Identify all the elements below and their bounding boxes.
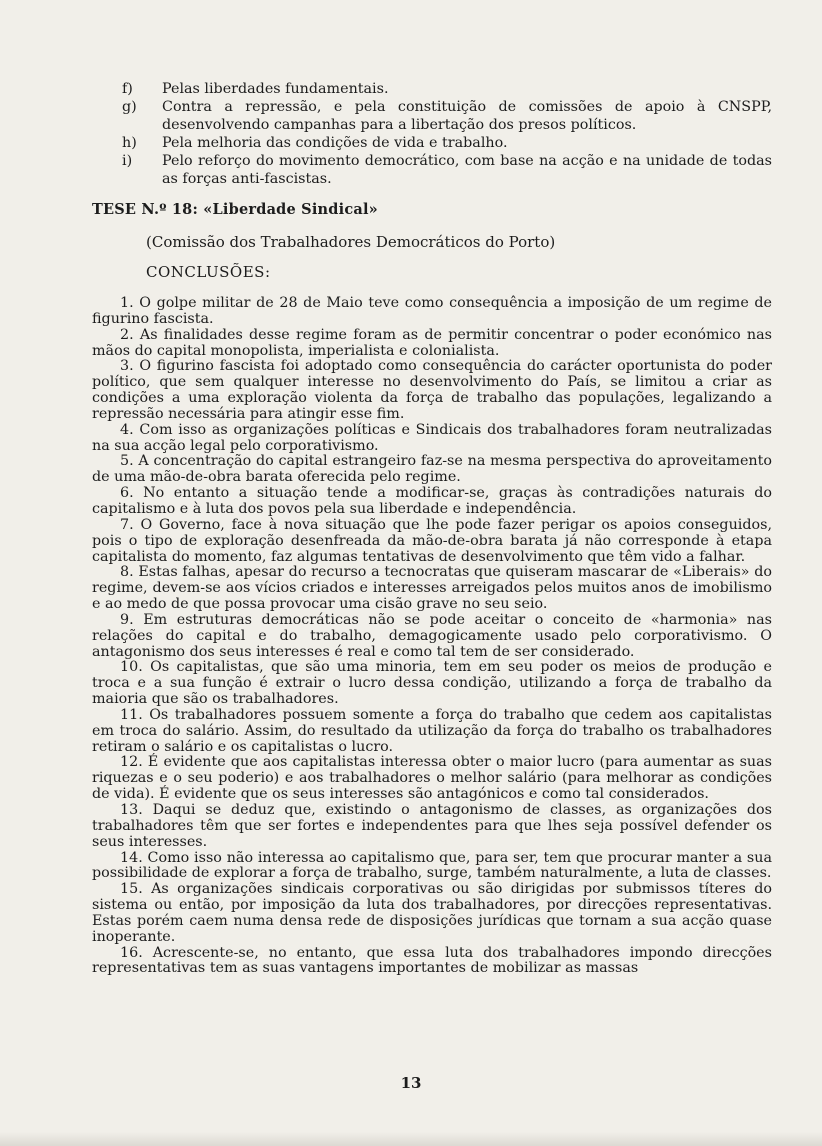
conclusion-paragraph: 12. É evidente que aos capitalistas interessa obter o maior lucro (para aumentar as suas riquezas e o seu poderio) e aos trabalhadores o melhor salário (para melhorar as condições de vida). É evidente que os seus interesses são antagónicos e como tal considerados.: [92, 754, 772, 803]
scan-edge-shadow: [0, 1132, 822, 1146]
list-item-letter: g): [122, 99, 137, 115]
conclusion-paragraph: 10. Os capitalistas, que são uma minoria, tem em seu poder os meios de produção e troca e a sua função é extrair o lucro dessa condição, utilizando a força de trabalho da maioria que são os trabalhadores.: [92, 659, 772, 708]
list-item-letter: i): [122, 153, 133, 169]
thesis-subtitle: (Comissão dos Trabalhadores Democráticos do Porto): [146, 233, 556, 251]
list-item: [122, 134, 772, 152]
list-item-text: Contra a repressão, e pela constituição de comissões de apoio à CNSPP, desenvolvendo campanhas para a libertação dos presos políticos.: [162, 99, 772, 133]
conclusion-paragraph: 2. As finalidades desse regime foram as de permitir concentrar o poder económico nas mãos do capital monopolista, imperialista e colonialista.: [92, 326, 772, 359]
conclusion-paragraph: 15. As organizações sindicais corporativas ou são dirigidas por submissos títeres do sistema ou então, por imposição da luta dos trabalhadores, por direcções representativas. Estas porém caem numa densa rede de disposições jurídicas que tornam a sua acção quase inoperante.: [92, 881, 772, 945]
conclusion-paragraph: 5. A concentração do capital estrangeiro faz-se na mesma perspectiva do aproveitamento de uma mão-de-obra barata oferecida pelo regime.: [92, 453, 772, 486]
conclusion-paragraph: 1. O golpe militar de 28 de Maio teve como consequência a imposição de um regime de figurino fascista.: [92, 295, 772, 327]
list-item-letter: h): [122, 135, 137, 151]
conclusions-body: [92, 296, 772, 977]
list-item-text: Pela melhoria das condições de vida e trabalho.: [162, 135, 508, 151]
conclusions-heading: CONCLUSÕES:: [146, 263, 271, 281]
conclusion-paragraph: 6. No entanto a situação tende a modificar-se, graças às contradições naturais do capitalismo e à luta dos povos pela sua liberdade e independência.: [92, 485, 772, 517]
conclusion-paragraph: 16. Acrescente-se, no entanto, que essa luta dos trabalhadores impondo direcções representativas tem as suas vantagens importantes de mobilizar as massas: [92, 944, 772, 977]
thesis-title: TESE N.º 18: «Liberdade Sindical»: [92, 201, 378, 218]
conclusion-paragraph: 14. Como isso não interessa ao capitalismo que, para ser, tem que procurar manter a sua possibilidade de explorar a força de trabalho, surge, também naturalmente, a luta de classes.: [92, 849, 772, 882]
page-number: 13: [400, 1074, 422, 1092]
conclusion-paragraph: 3. O figurino fascista foi adoptado como consequência do carácter oportunista do poder político, que sem qualquer interesse no desenvolvimento do País, se limitou a criar as condições a uma exploração violenta da força de trabalho das populações, legalizando a repressão necessária para atingir esse fim.: [92, 358, 772, 422]
conclusion-paragraph: 4. Com isso as organizações políticas e Sindicais dos trabalhadores foram neutralizadas na sua acção legal pelo corporativismo.: [92, 421, 772, 454]
list-item: [122, 98, 772, 134]
list-item: [122, 152, 772, 188]
conclusion-paragraph: 8. Estas falhas, apesar do recurso a tecnocratas que quiseram mascarar de «Liberais» do regime, devem-se aos vícios criados e interesses arreigados pelos muitos anos de imobilismo e ao medo de que possa provocar uma cisão grave no seu seio.: [92, 564, 772, 613]
demands-list: [122, 80, 772, 188]
list-item-text: Pelas liberdades fundamentais.: [162, 81, 389, 97]
conclusion-paragraph: 9. Em estruturas democráticas não se pode aceitar o conceito de «harmonia» nas relações do capital e do trabalho, demagogicamente usado pelo corporativismo. O antagonismo dos seus interesses é real e como tal tem de ser considerado.: [92, 611, 772, 660]
conclusion-paragraph: 13. Daqui se deduz que, existindo o antagonismo de classes, as organizações dos trabalhadores têm que ser fortes e independentes para que lhes seja possível defender os seus interesses.: [92, 802, 772, 850]
conclusion-paragraph: 7. O Governo, face à nova situação que lhe pode fazer perigar os apoios conseguidos, pois o tipo de exploração desenfreada da mão-de-obra barata já não corresponde à etapa capitalista do momento, faz algumas tentativas de desenvolvimento que têm vido a falhar.: [92, 516, 772, 565]
list-item-letter: f): [122, 81, 133, 97]
conclusion-paragraph: 11. Os trabalhadores possuem somente a força do trabalho que cedem aos capitalistas em troca do salário. Assim, do resultado da utilização da força do trabalho os trabalhadores retiram o salário e os capitalistas o lucro.: [92, 706, 772, 755]
list-item: [122, 80, 772, 98]
list-item-text: Pelo reforço do movimento democrático, com base na acção e na unidade de todas as forças anti-fascistas.: [162, 153, 772, 187]
